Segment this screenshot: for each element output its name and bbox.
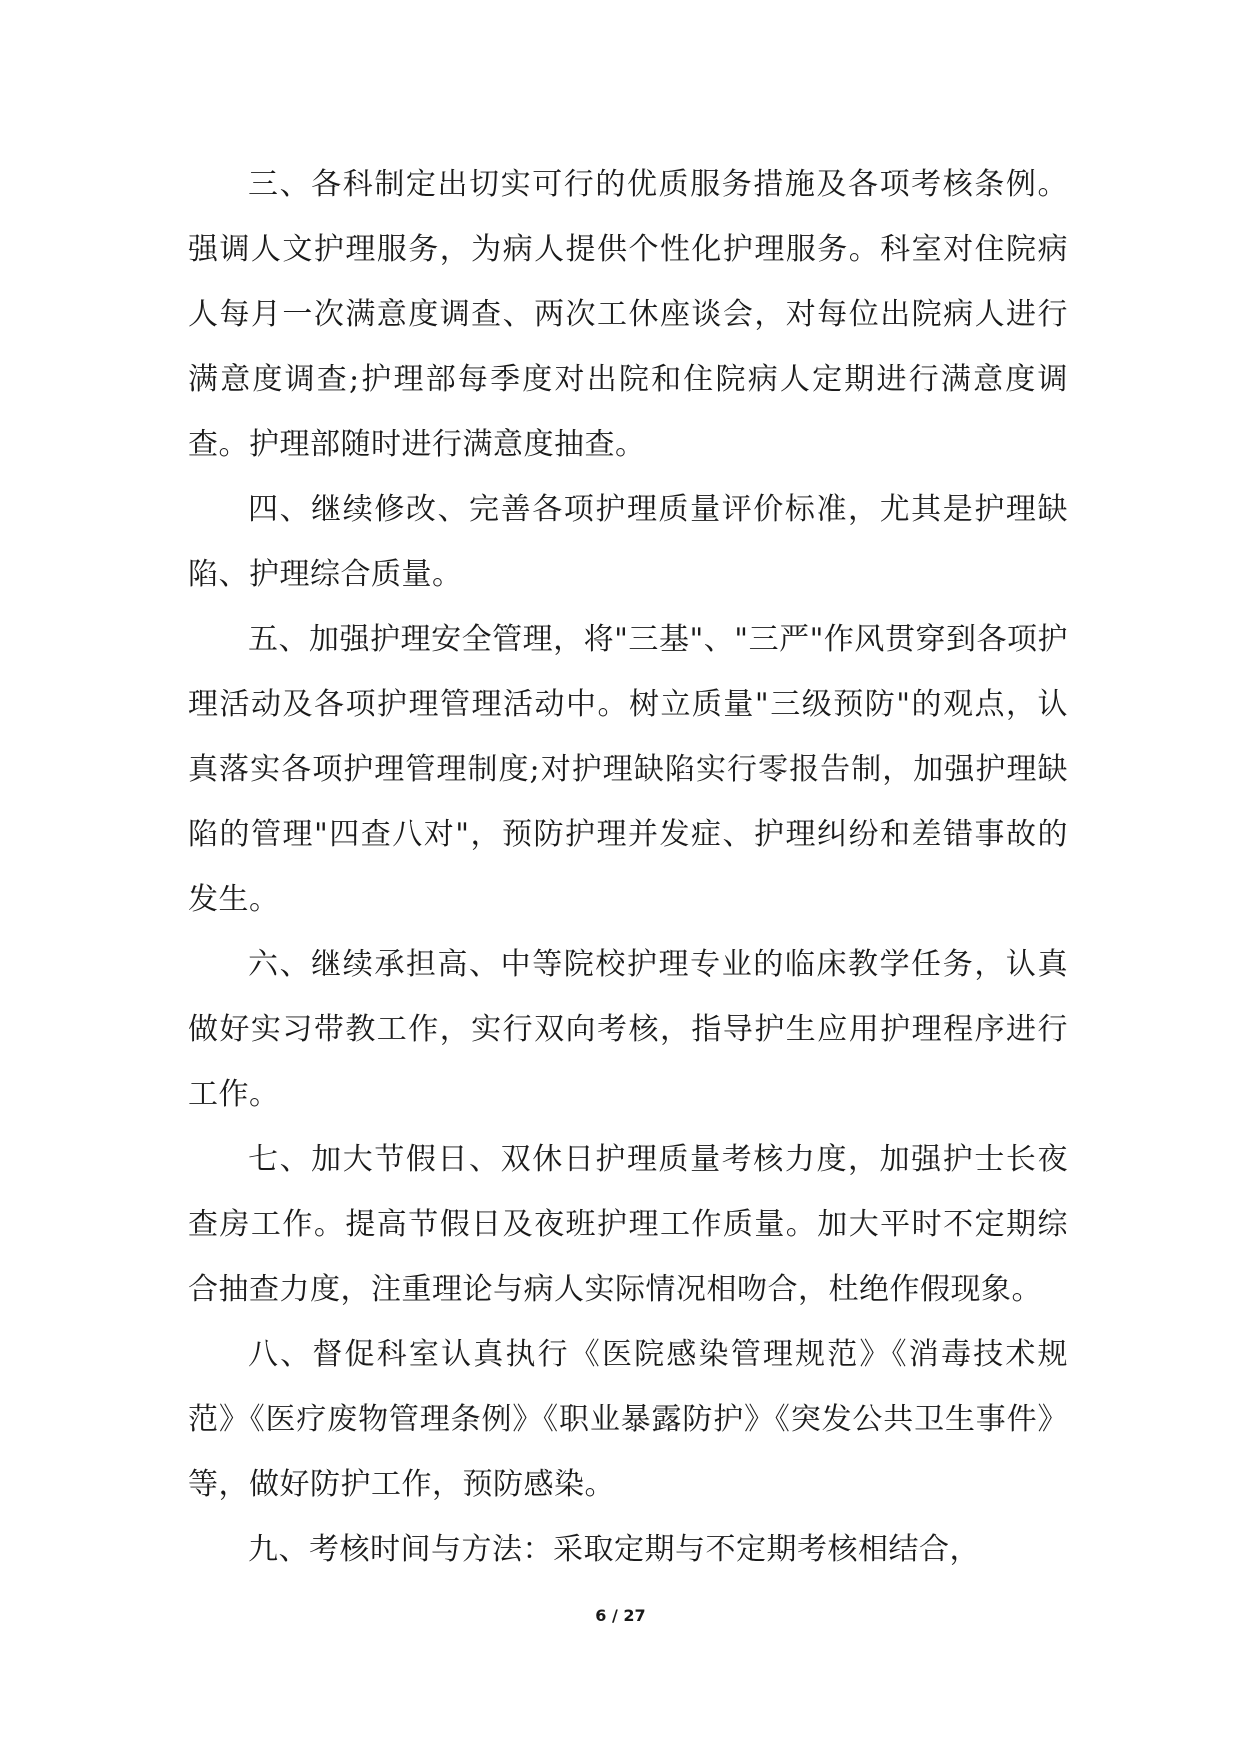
- page-number: 6 / 27: [595, 1606, 646, 1625]
- paragraph-section-9: 九、考核时间与方法：采取定期与不定期考核相结合，: [248, 1532, 980, 1567]
- paragraph-section-6: 六、继续承担高、中等院校护理专业的临床教学任务，认真做好实习带教工作，实行双向考核，指导护生应用护理程序进行工作。: [188, 947, 1068, 1112]
- paragraph-section-7: 七、加大节假日、双休日护理质量考核力度，加强护士长夜查房工作。提高节假日及夜班护理工作质量。加大平时不定期综合抽查力度，注重理论与病人实际情况相吻合，杜绝作假现象。: [188, 1142, 1068, 1307]
- paragraph-section-3: 三、各科制定出切实可行的优质服务措施及各项考核条例。强调人文护理服务，为病人提供个性化护理服务。科室对住院病人每月一次满意度调查、两次工休座谈会，对每位出院病人进行满意度调查;护理部每季度对出院和住院病人定期进行满意度调查。护理部随时进行满意度抽查。: [188, 167, 1068, 462]
- paragraph-section-5: 五、加强护理安全管理，将"三基"、"三严"作风贯穿到各项护理活动及各项护理管理活动中。树立质量"三级预防"的观点，认真落实各项护理管理制度;对护理缺陷实行零报告制，加强护理缺陷的管理"四查八对"，预防护理并发症、护理纠纷和差错事故的发生。: [188, 622, 1068, 917]
- document-body: [188, 152, 1068, 1582]
- paragraph-section-8: 八、督促科室认真执行《医院感染管理规范》《消毒技术规范》《医疗废物管理条例》《职业暴露防护》《突发公共卫生事件》等，做好防护工作，预防感染。: [188, 1337, 1068, 1502]
- paragraph-section-4: 四、继续修改、完善各项护理质量评价标准，尤其是护理缺陷、护理综合质量。: [188, 492, 1068, 592]
